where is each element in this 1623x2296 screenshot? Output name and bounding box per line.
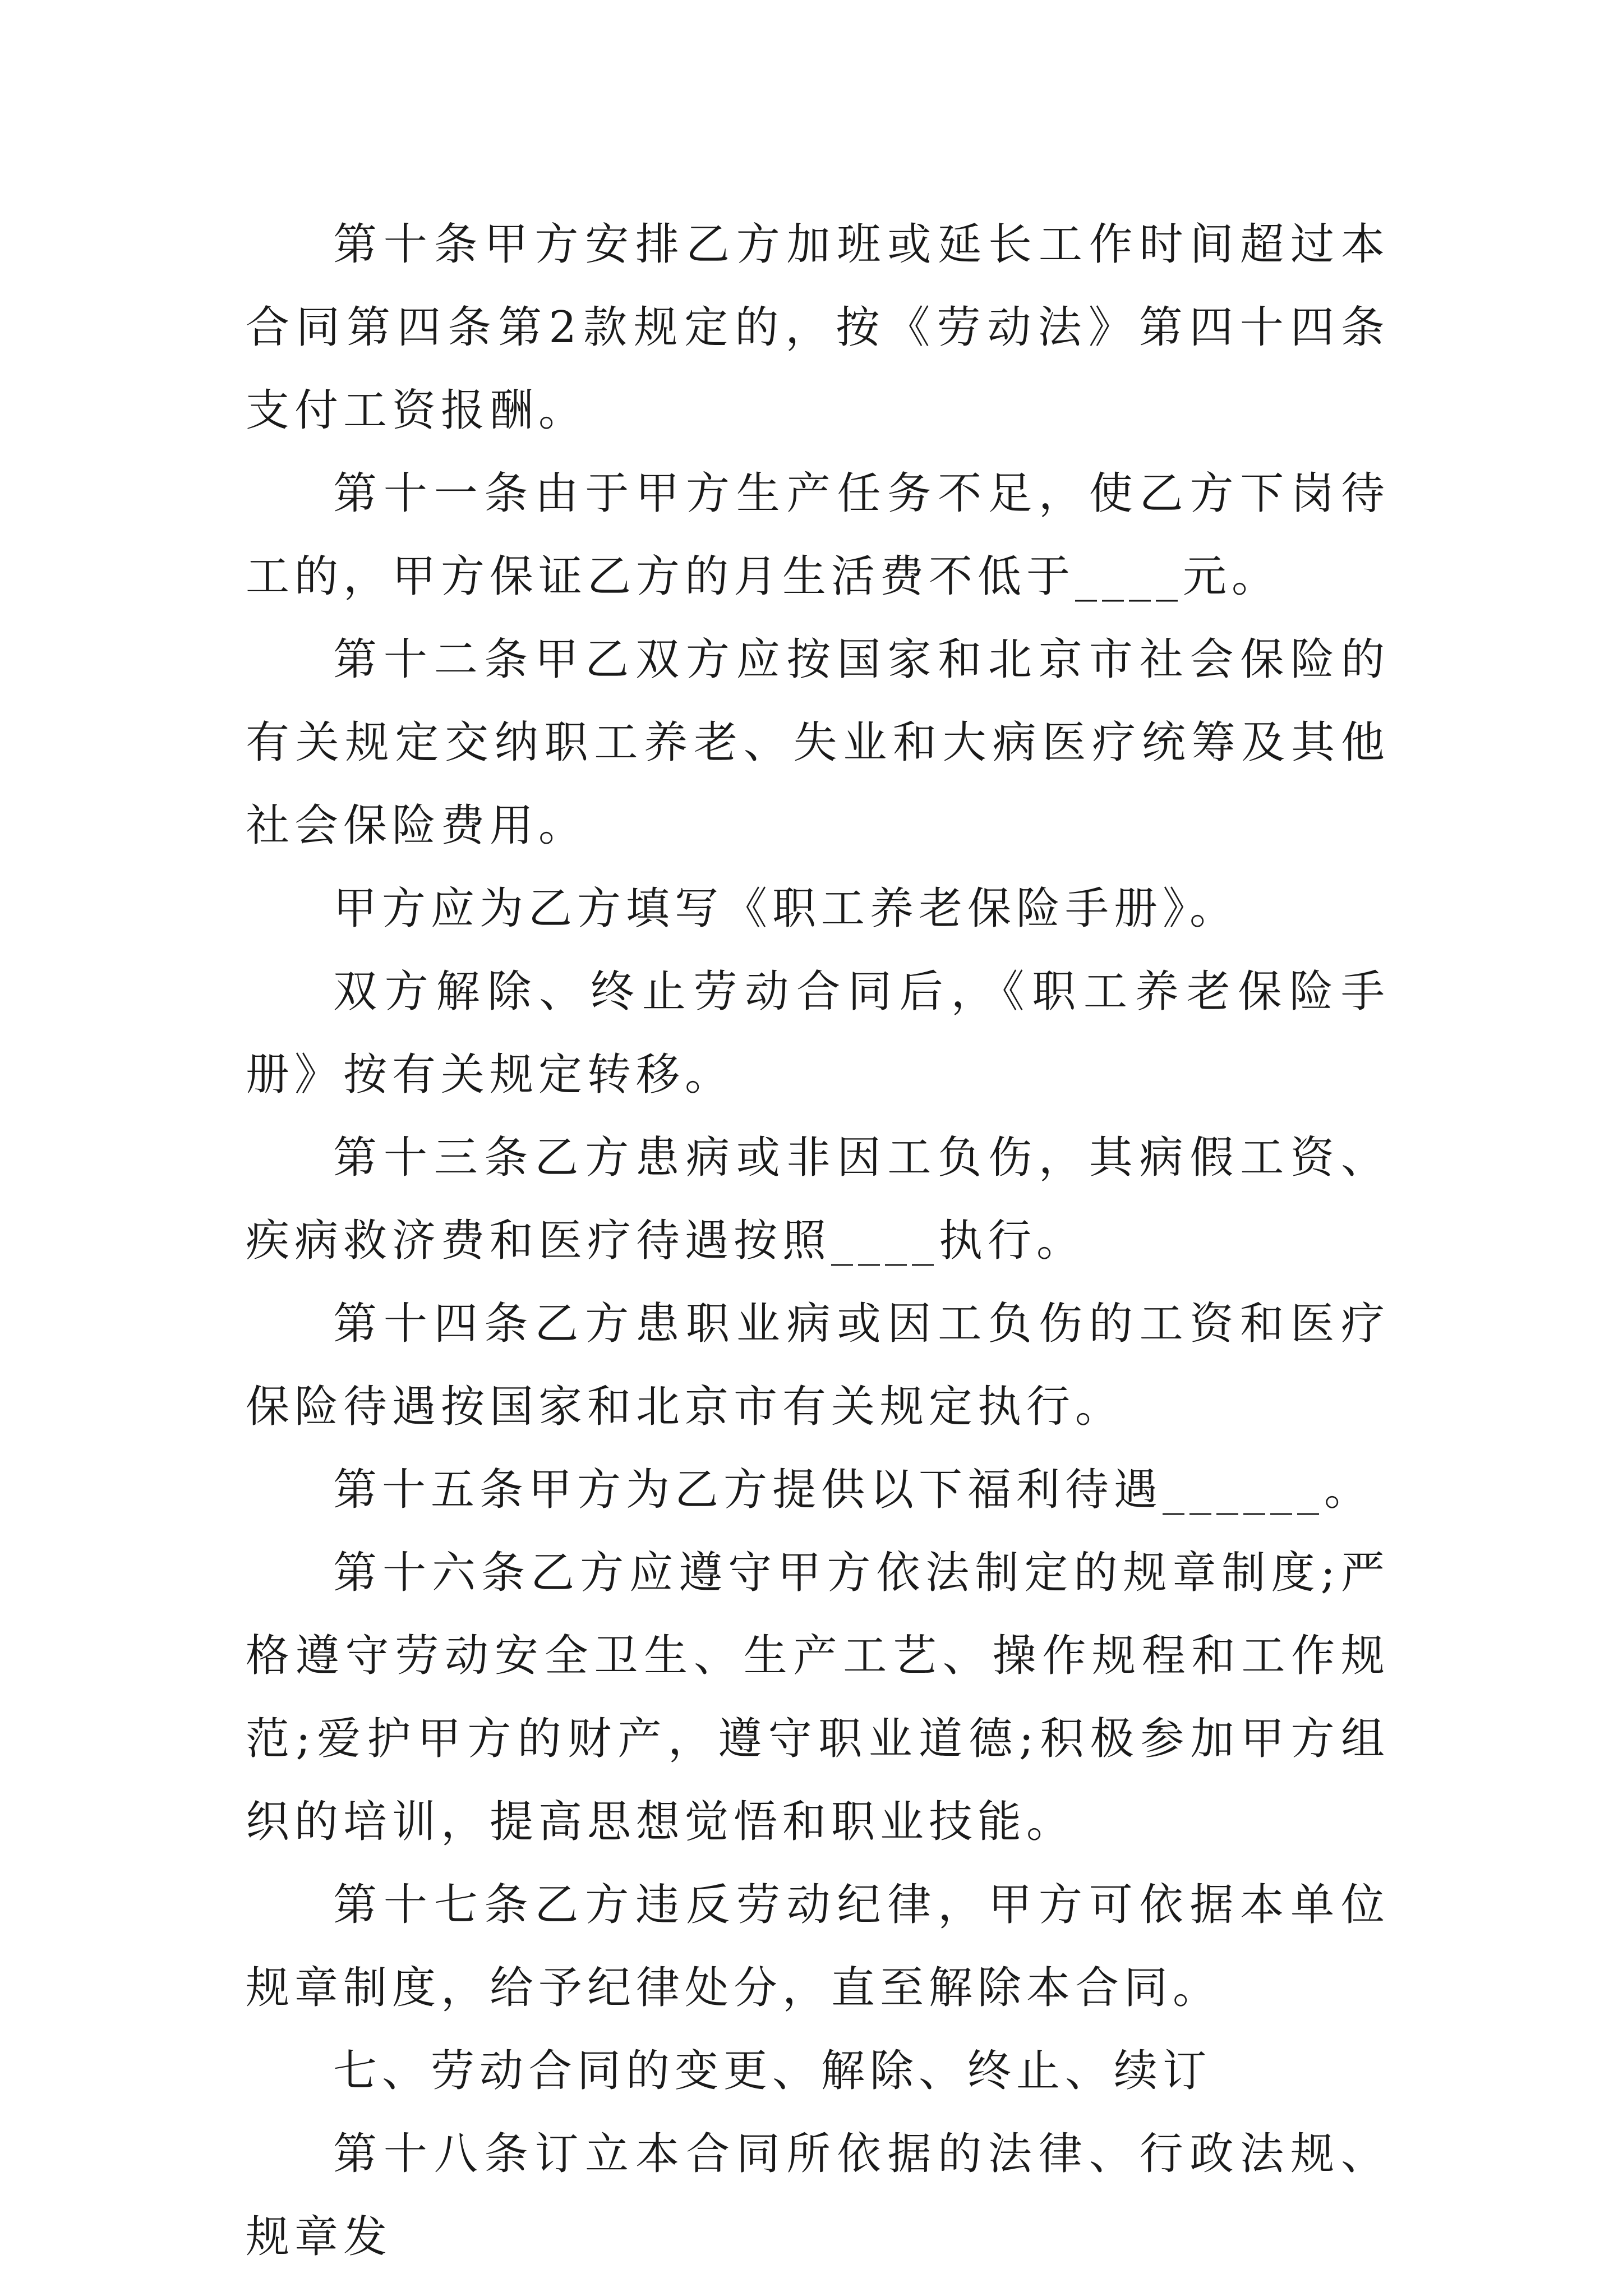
article-15-paragraph: 第十五条甲方为乙方提供以下福利待遇______。 <box>333 1465 1373 1515</box>
article-14-paragraph: 第十四条乙方患职业病或因工负伤的工资和医疗保险待遇按国家和北京市有关规定执行。 <box>246 1299 1390 1432</box>
article-11-paragraph: 第十一条由于甲方生产任务不足，使乙方下岗待工的，甲方保证乙方的月生活费不低于____元。 <box>246 468 1390 602</box>
article-16-paragraph: 第十六条乙方应遵守甲方依法制定的规章制度;严格遵守劳动安全卫生、生产工艺、操作规程和工作规范;爱护甲方的财产，遵守职业道德;积极参加甲方组织的培训，提高思想觉悟和职业技能。 <box>246 1548 1390 1847</box>
article-17-paragraph: 第十七条乙方违反劳动纪律，甲方可依据本单位规章制度，给予纪律处分，直至解除本合同。 <box>246 1880 1390 2013</box>
handbook-transfer-paragraph: 双方解除、终止劳动合同后，《职工养老保险手册》按有关规定转移。 <box>246 967 1390 1100</box>
section-7-heading: 七、劳动合同的变更、解除、终止、续订 <box>333 2046 1212 2096</box>
document-body <box>246 203 1390 2279</box>
article-18-paragraph: 第十八条订立本合同所依据的法律、行政法规、规章发 <box>246 2129 1390 2262</box>
article-13-paragraph: 第十三条乙方患病或非因工负伤，其病假工资、疾病救济费和医疗待遇按照____执行。 <box>246 1133 1390 1266</box>
pension-handbook-paragraph: 甲方应为乙方填写《职工养老保险手册》。 <box>333 884 1239 934</box>
article-10-paragraph: 第十条甲方安排乙方加班或延长工作时间超过本合同第四条第2款规定的，按《劳动法》第四十四条支付工资报酬。 <box>246 219 1390 436</box>
article-12-paragraph: 第十二条甲乙双方应按国家和北京市社会保险的有关规定交纳职工养老、失业和大病医疗统筹及其他社会保险费用。 <box>246 634 1390 851</box>
